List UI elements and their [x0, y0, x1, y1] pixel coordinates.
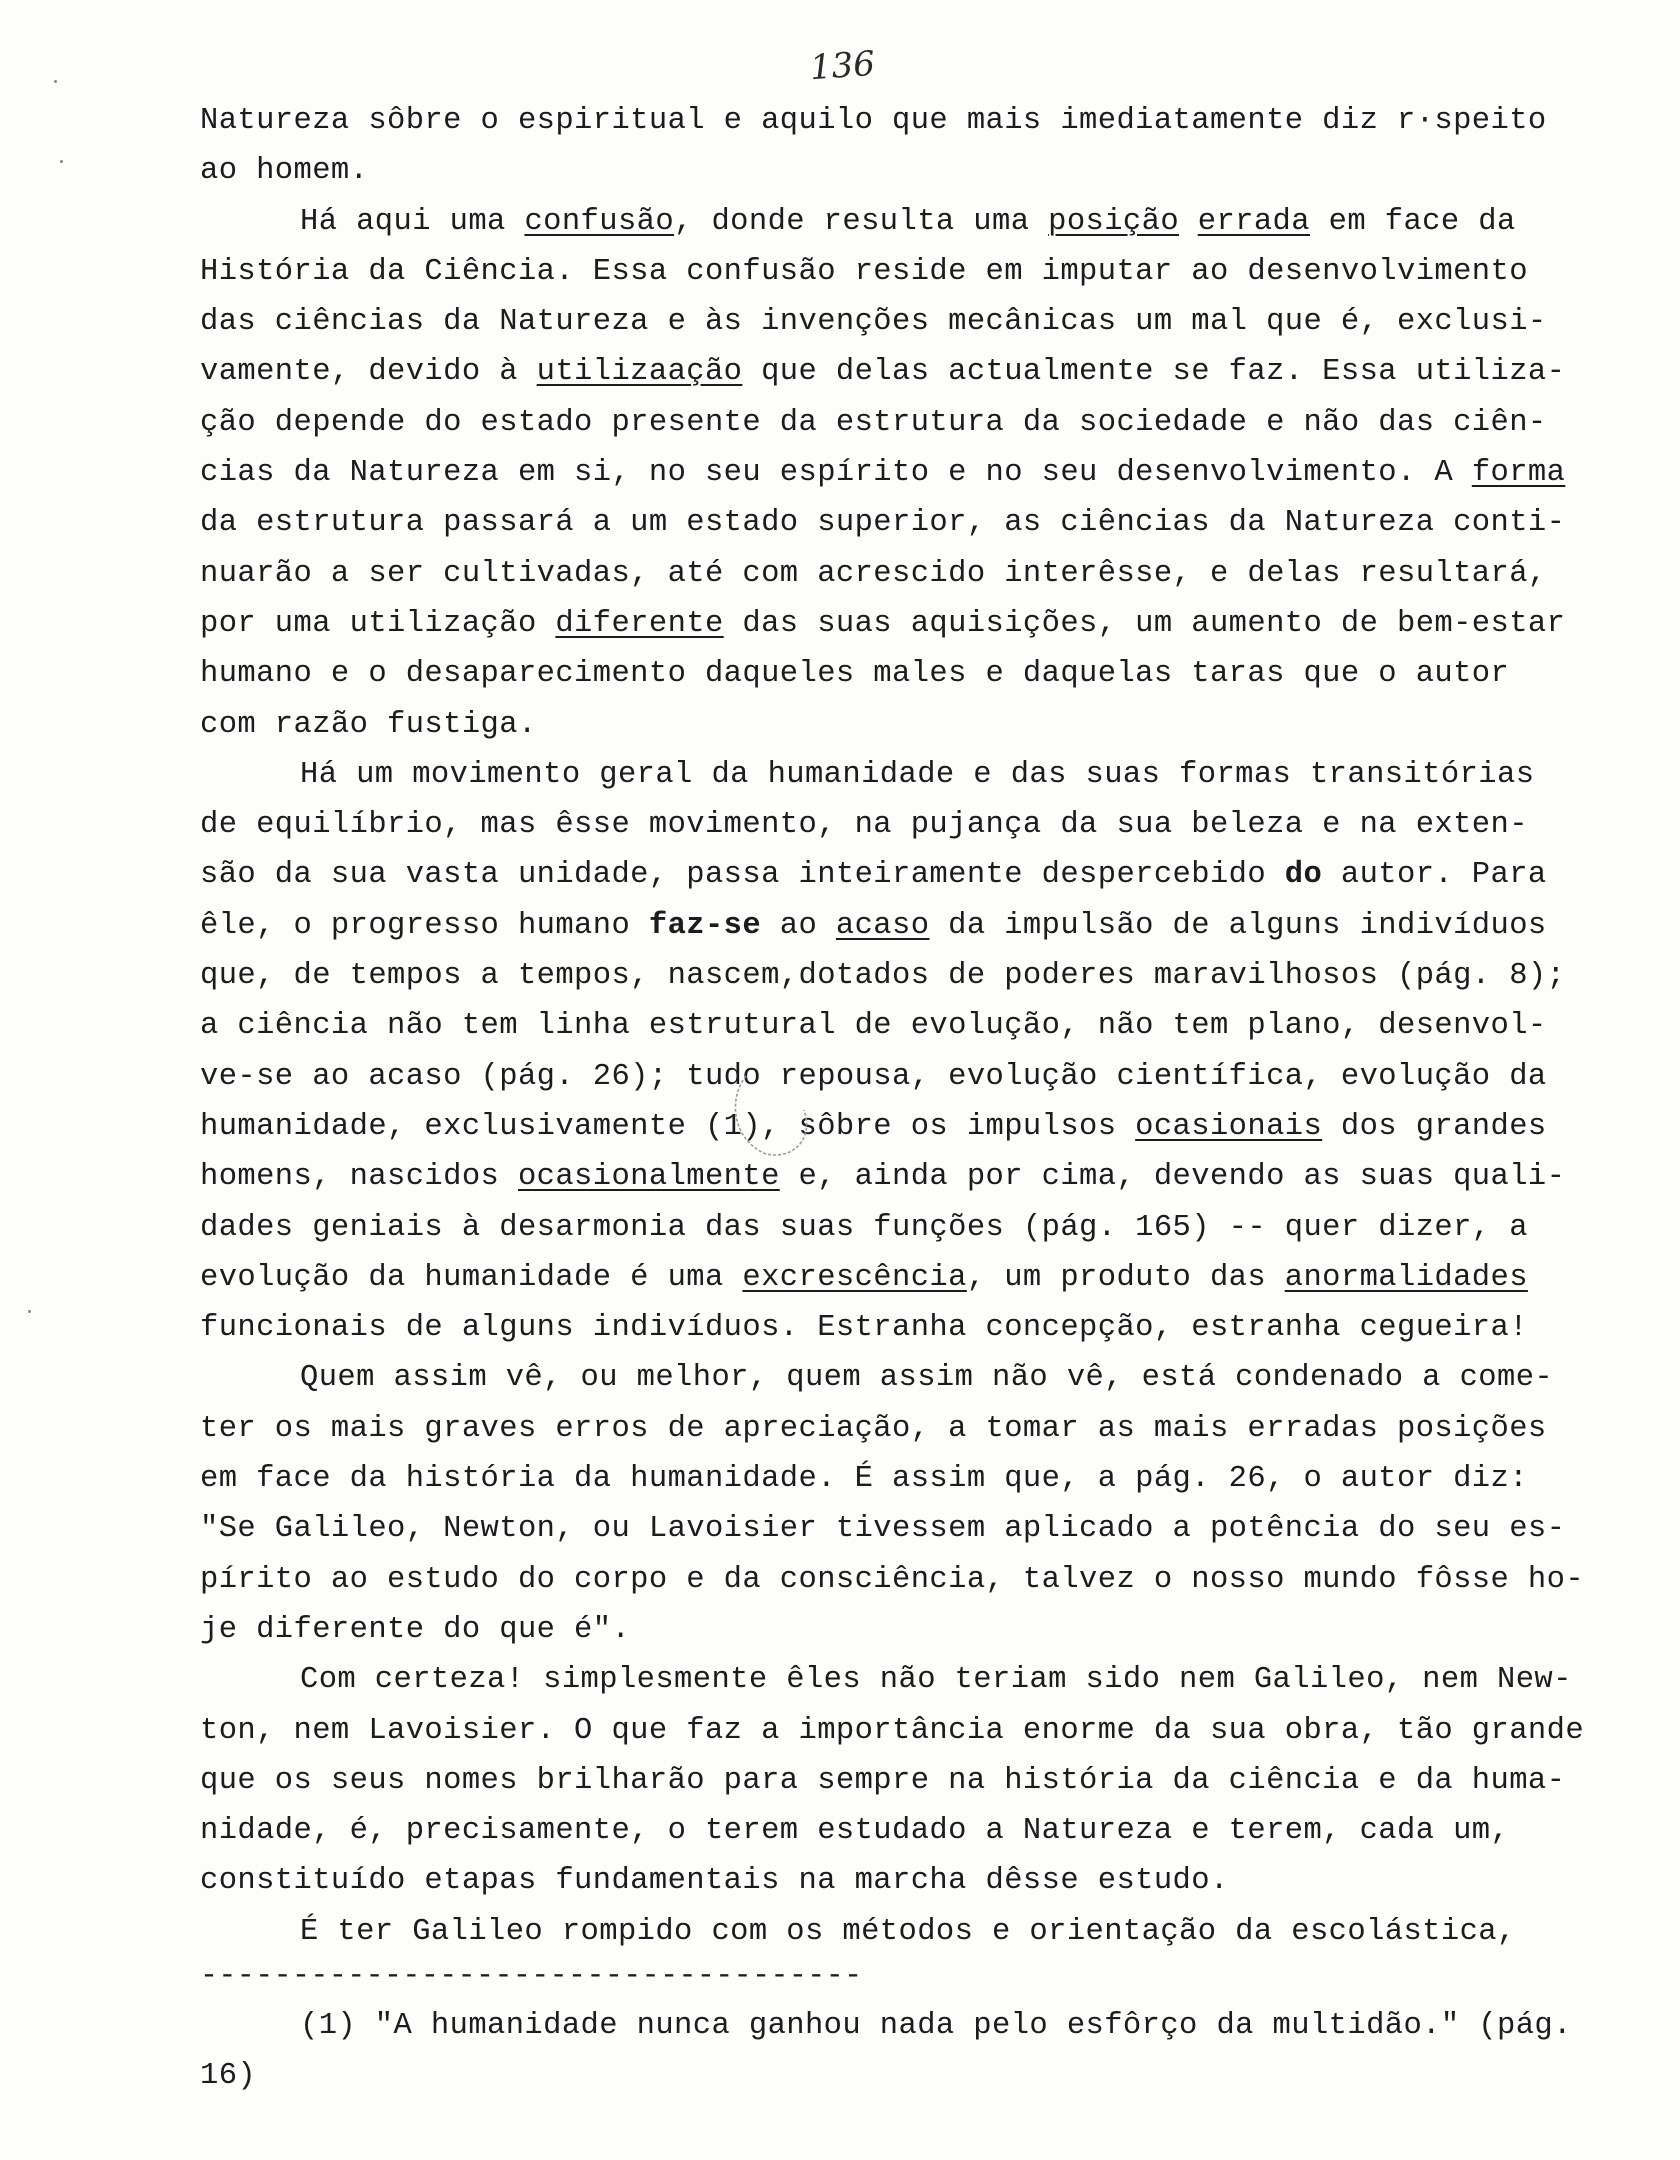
text-line: [200, 1706, 1670, 1756]
bold-text: do: [1284, 858, 1323, 893]
text-line: [200, 347, 1670, 397]
footnote-line: (1) "A humanidade nunca ganhou nada pelo esfôrço da multidão." (pág.: [300, 2009, 1572, 2043]
text-segment: , um produto das: [966, 1260, 1285, 1295]
underlined-text: ocasionais: [1135, 1109, 1323, 1144]
text-segment: constituído etapas fundamentais na marcha dêsse estudo.: [200, 1864, 1229, 1899]
text-line: [200, 1756, 1670, 1806]
text-line: [200, 398, 1670, 448]
text-line: [200, 549, 1670, 599]
text-segment: dos grandes: [1322, 1109, 1547, 1144]
text-line: [200, 1605, 1670, 1655]
text-line: [200, 800, 1670, 850]
margin-speck: [54, 80, 57, 83]
text-line: [200, 700, 1670, 750]
text-segment: das suas aquisições, um aumento de bem-estar: [723, 606, 1566, 641]
text-line: [200, 146, 1670, 196]
text-segment: autor. Para: [1322, 858, 1547, 893]
text-segment: homens, nascidos: [200, 1160, 518, 1195]
footnote-separator: ------------------------------------: [200, 1959, 863, 1993]
text-segment: da estrutura passará a um estado superior, as ciências da Natureza conti-: [200, 506, 1566, 541]
page-number: 136: [808, 43, 877, 89]
underlined-text: posição: [1048, 204, 1180, 239]
text-segment: evolução da humanidade é uma: [200, 1260, 743, 1295]
text-segment: Há um movimento geral da humanidade e das suas formas transitórias: [300, 757, 1535, 792]
margin-speck: [28, 1310, 31, 1313]
underlined-text: forma: [1471, 456, 1566, 491]
text-line: [200, 1907, 1670, 1957]
text-line: [200, 1353, 1670, 1403]
text-segment: "Se Galileo, Newton, ou Lavoisier tivessem aplicado a potência do seu es-: [200, 1512, 1566, 1547]
underlined-text: anormalidades: [1284, 1260, 1528, 1295]
text-line: [200, 448, 1670, 498]
footnote: [200, 2001, 1670, 2102]
text-line: [200, 1253, 1670, 1303]
text-segment: Quem assim vê, ou melhor, quem assim não vê, está condenado a come-: [300, 1361, 1554, 1396]
text-segment: dades geniais à desarmonia das suas funções (pág. 165) -- quer dizer, a: [200, 1210, 1528, 1245]
text-segment: , donde resulta uma: [674, 204, 1049, 239]
text-line: [200, 1806, 1670, 1856]
text-line: [200, 951, 1670, 1001]
underlined-text: excrescência: [742, 1260, 967, 1295]
underlined-text: confusão: [524, 204, 675, 239]
text-segment: je diferente do que é".: [200, 1612, 631, 1647]
text-line: [200, 247, 1670, 297]
text-segment: em face da história da humanidade. É assim que, a pág. 26, o autor diz:: [200, 1462, 1528, 1497]
text-segment: nidade, é, precisamente, o terem estudado a Natureza e terem, cada um,: [200, 1814, 1510, 1849]
text-segment: É ter Galileo rompido com os métodos e orientação da escolástica,: [300, 1914, 1516, 1949]
text-line: [200, 1454, 1670, 1504]
text-line: [200, 901, 1670, 951]
text-segment: humano e o desaparecimento daqueles males e daquelas taras que o autor: [200, 657, 1510, 692]
text-segment: História da Ciência. Essa confusão reside em imputar ao desenvolvimento: [200, 254, 1528, 289]
text-segment: vamente, devido à: [200, 355, 537, 390]
text-segment: que, de tempos a tempos, nascem,dotados de poderes maravilhosos (pág. 8);: [200, 959, 1566, 994]
text-segment: ton, nem Lavoisier. O que faz a importância enorme da sua obra, tão grande: [200, 1713, 1585, 1748]
text-line: [200, 750, 1670, 800]
text-segment: Há aqui uma: [300, 204, 525, 239]
text-segment: humanidade, exclusivamente (1), sôbre os impulsos: [200, 1109, 1136, 1144]
text-segment: cias da Natureza em si, no seu espírito e no seu desenvolvimento. A: [200, 456, 1472, 491]
text-segment: de equilíbrio, mas êsse movimento, na pujança da sua beleza e na exten-: [200, 808, 1528, 843]
text-line: [200, 1504, 1670, 1554]
text-segment: que delas actualmente se faz. Essa utiliza-: [742, 355, 1566, 390]
text-segment: em face da: [1309, 204, 1516, 239]
text-segment: a ciência não tem linha estrutural de evolução, não tem plano, desenvol-: [200, 1009, 1547, 1044]
text-segment: nuarão a ser cultivadas, até com acrescido interêsse, e delas resultará,: [200, 556, 1547, 591]
text-line: [200, 599, 1670, 649]
margin-speck: [60, 160, 63, 163]
text-segment: com razão fustiga.: [200, 707, 537, 742]
text-segment: [1179, 205, 1198, 239]
text-line: [200, 1102, 1670, 1152]
text-segment: da impulsão de alguns indivíduos: [929, 908, 1547, 943]
text-segment: Com certeza! simplesmente êles não teriam sido nem Galileo, nem New-: [300, 1663, 1572, 1698]
text-segment: ve-se ao acaso (pág. 26); tudo repousa, evolução científica, evolução da: [200, 1059, 1547, 1094]
underlined-text: ocasionalmente: [517, 1160, 780, 1195]
text-segment: ter os mais graves erros de apreciação, a tomar as mais erradas posições: [200, 1411, 1547, 1446]
underlined-text: utilizaação: [536, 355, 743, 390]
text-segment: pírito ao estudo do corpo e da consciência, talvez o nosso mundo fôsse ho-: [200, 1562, 1585, 1597]
underlined-text: errada: [1197, 204, 1310, 239]
text-line: [200, 498, 1670, 548]
text-segment: por uma utilização: [200, 606, 556, 641]
text-segment: e, ainda por cima, devendo as suas quali-: [779, 1160, 1566, 1195]
pencil-annotation-mark: [718, 1048, 838, 1168]
text-segment: que os seus nomes brilharão para sempre na história da ciência e da huma-: [200, 1763, 1566, 1798]
text-line: [200, 1203, 1670, 1253]
text-segment: êle, o progresso humano: [200, 908, 649, 943]
text-line: [200, 1052, 1670, 1102]
text-segment: Natureza sôbre o espiritual e aquilo que mais imediatamente diz r·speito: [200, 104, 1547, 138]
underlined-text: diferente: [555, 606, 724, 641]
text-line: [200, 850, 1670, 900]
text-line: [200, 197, 1670, 247]
text-line: [200, 297, 1670, 347]
body-text: [200, 96, 1670, 1957]
text-line: [200, 1001, 1670, 1051]
text-segment: são da sua vasta unidade, passa inteiramente despercebido: [200, 858, 1285, 893]
text-segment: ao homem.: [200, 154, 369, 189]
text-segment: ção depende do estado presente da estrutura da sociedade e não das ciên-: [200, 405, 1547, 440]
text-line: [200, 1555, 1670, 1605]
text-line: [200, 1404, 1670, 1454]
text-segment: funcionais de alguns indivíduos. Estranha concepção, estranha cegueira!: [200, 1311, 1528, 1346]
bold-text: faz-se: [648, 908, 762, 943]
text-line: [200, 96, 1670, 146]
text-line: [200, 1655, 1670, 1705]
text-line: [200, 1856, 1670, 1906]
text-segment: ao: [761, 908, 836, 943]
footnote-line: 16): [200, 2059, 257, 2094]
text-segment: das ciências da Natureza e às invenções mecânicas um mal que é, exclusi-: [200, 305, 1547, 340]
text-line: [200, 1152, 1670, 1202]
text-line: [200, 1303, 1670, 1353]
text-line: [200, 649, 1670, 699]
underlined-text: acaso: [835, 908, 930, 943]
